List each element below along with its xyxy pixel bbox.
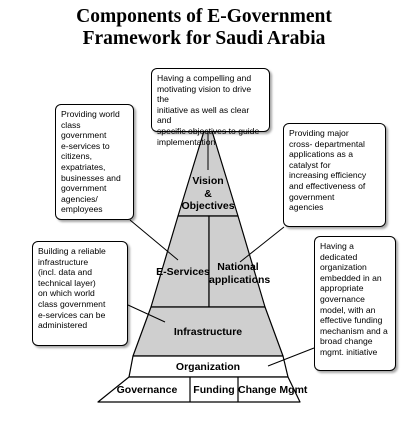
national-label-line-2: applications bbox=[209, 273, 271, 286]
national-label-line-1: National bbox=[217, 261, 259, 273]
title-line-1: Components of E-Government bbox=[76, 6, 332, 27]
infrastructure-callout bbox=[32, 241, 128, 346]
governance-label: Governance bbox=[116, 384, 178, 396]
organization-callout-text: Having a dedicated organization embedded in an appropriate governance model, with an effective funding mechanism and a broad change mgmt. initiative bbox=[320, 241, 388, 357]
vision-callout-text: Having a compelling and motivating vision to drive the initiative as well as clear and specific objectives to guide implementation bbox=[157, 73, 260, 147]
title-line-2: Framework for Saudi Arabia bbox=[82, 28, 326, 49]
change-mgmt-label: Change Mgmt bbox=[238, 384, 308, 396]
organization-label: Organization bbox=[175, 361, 241, 373]
vision-objectives-label bbox=[178, 175, 238, 213]
infrastructure-label: Infrastructure bbox=[173, 326, 243, 338]
national-applications-callout-text: Providing major cross- departmental applications as a catalyst for increasing efficiency and effectiveness of government agencies bbox=[289, 128, 367, 213]
national-applications-callout bbox=[283, 123, 386, 227]
vision-label-line-2: & bbox=[204, 187, 212, 200]
vision-callout bbox=[151, 68, 270, 147]
e-services-label: E-Services bbox=[156, 266, 210, 278]
vision-label-line-1: Vision bbox=[192, 175, 224, 187]
infrastructure-callout-text: Building a reliable infrastructure (incl. data and technical layer) on which world class government e-services can be administered bbox=[38, 246, 106, 331]
vision-label-line-3: Objectives bbox=[181, 200, 235, 212]
funding-label: Funding bbox=[193, 384, 235, 396]
e-services-callout-text: Providing world class government e-services to citizens, expatriates, businesses and government agencies/ employees bbox=[61, 109, 121, 215]
organization-callout bbox=[314, 236, 396, 371]
e-services-callout bbox=[55, 104, 134, 220]
national-applications-label bbox=[209, 261, 271, 286]
e-services-section bbox=[151, 216, 209, 307]
